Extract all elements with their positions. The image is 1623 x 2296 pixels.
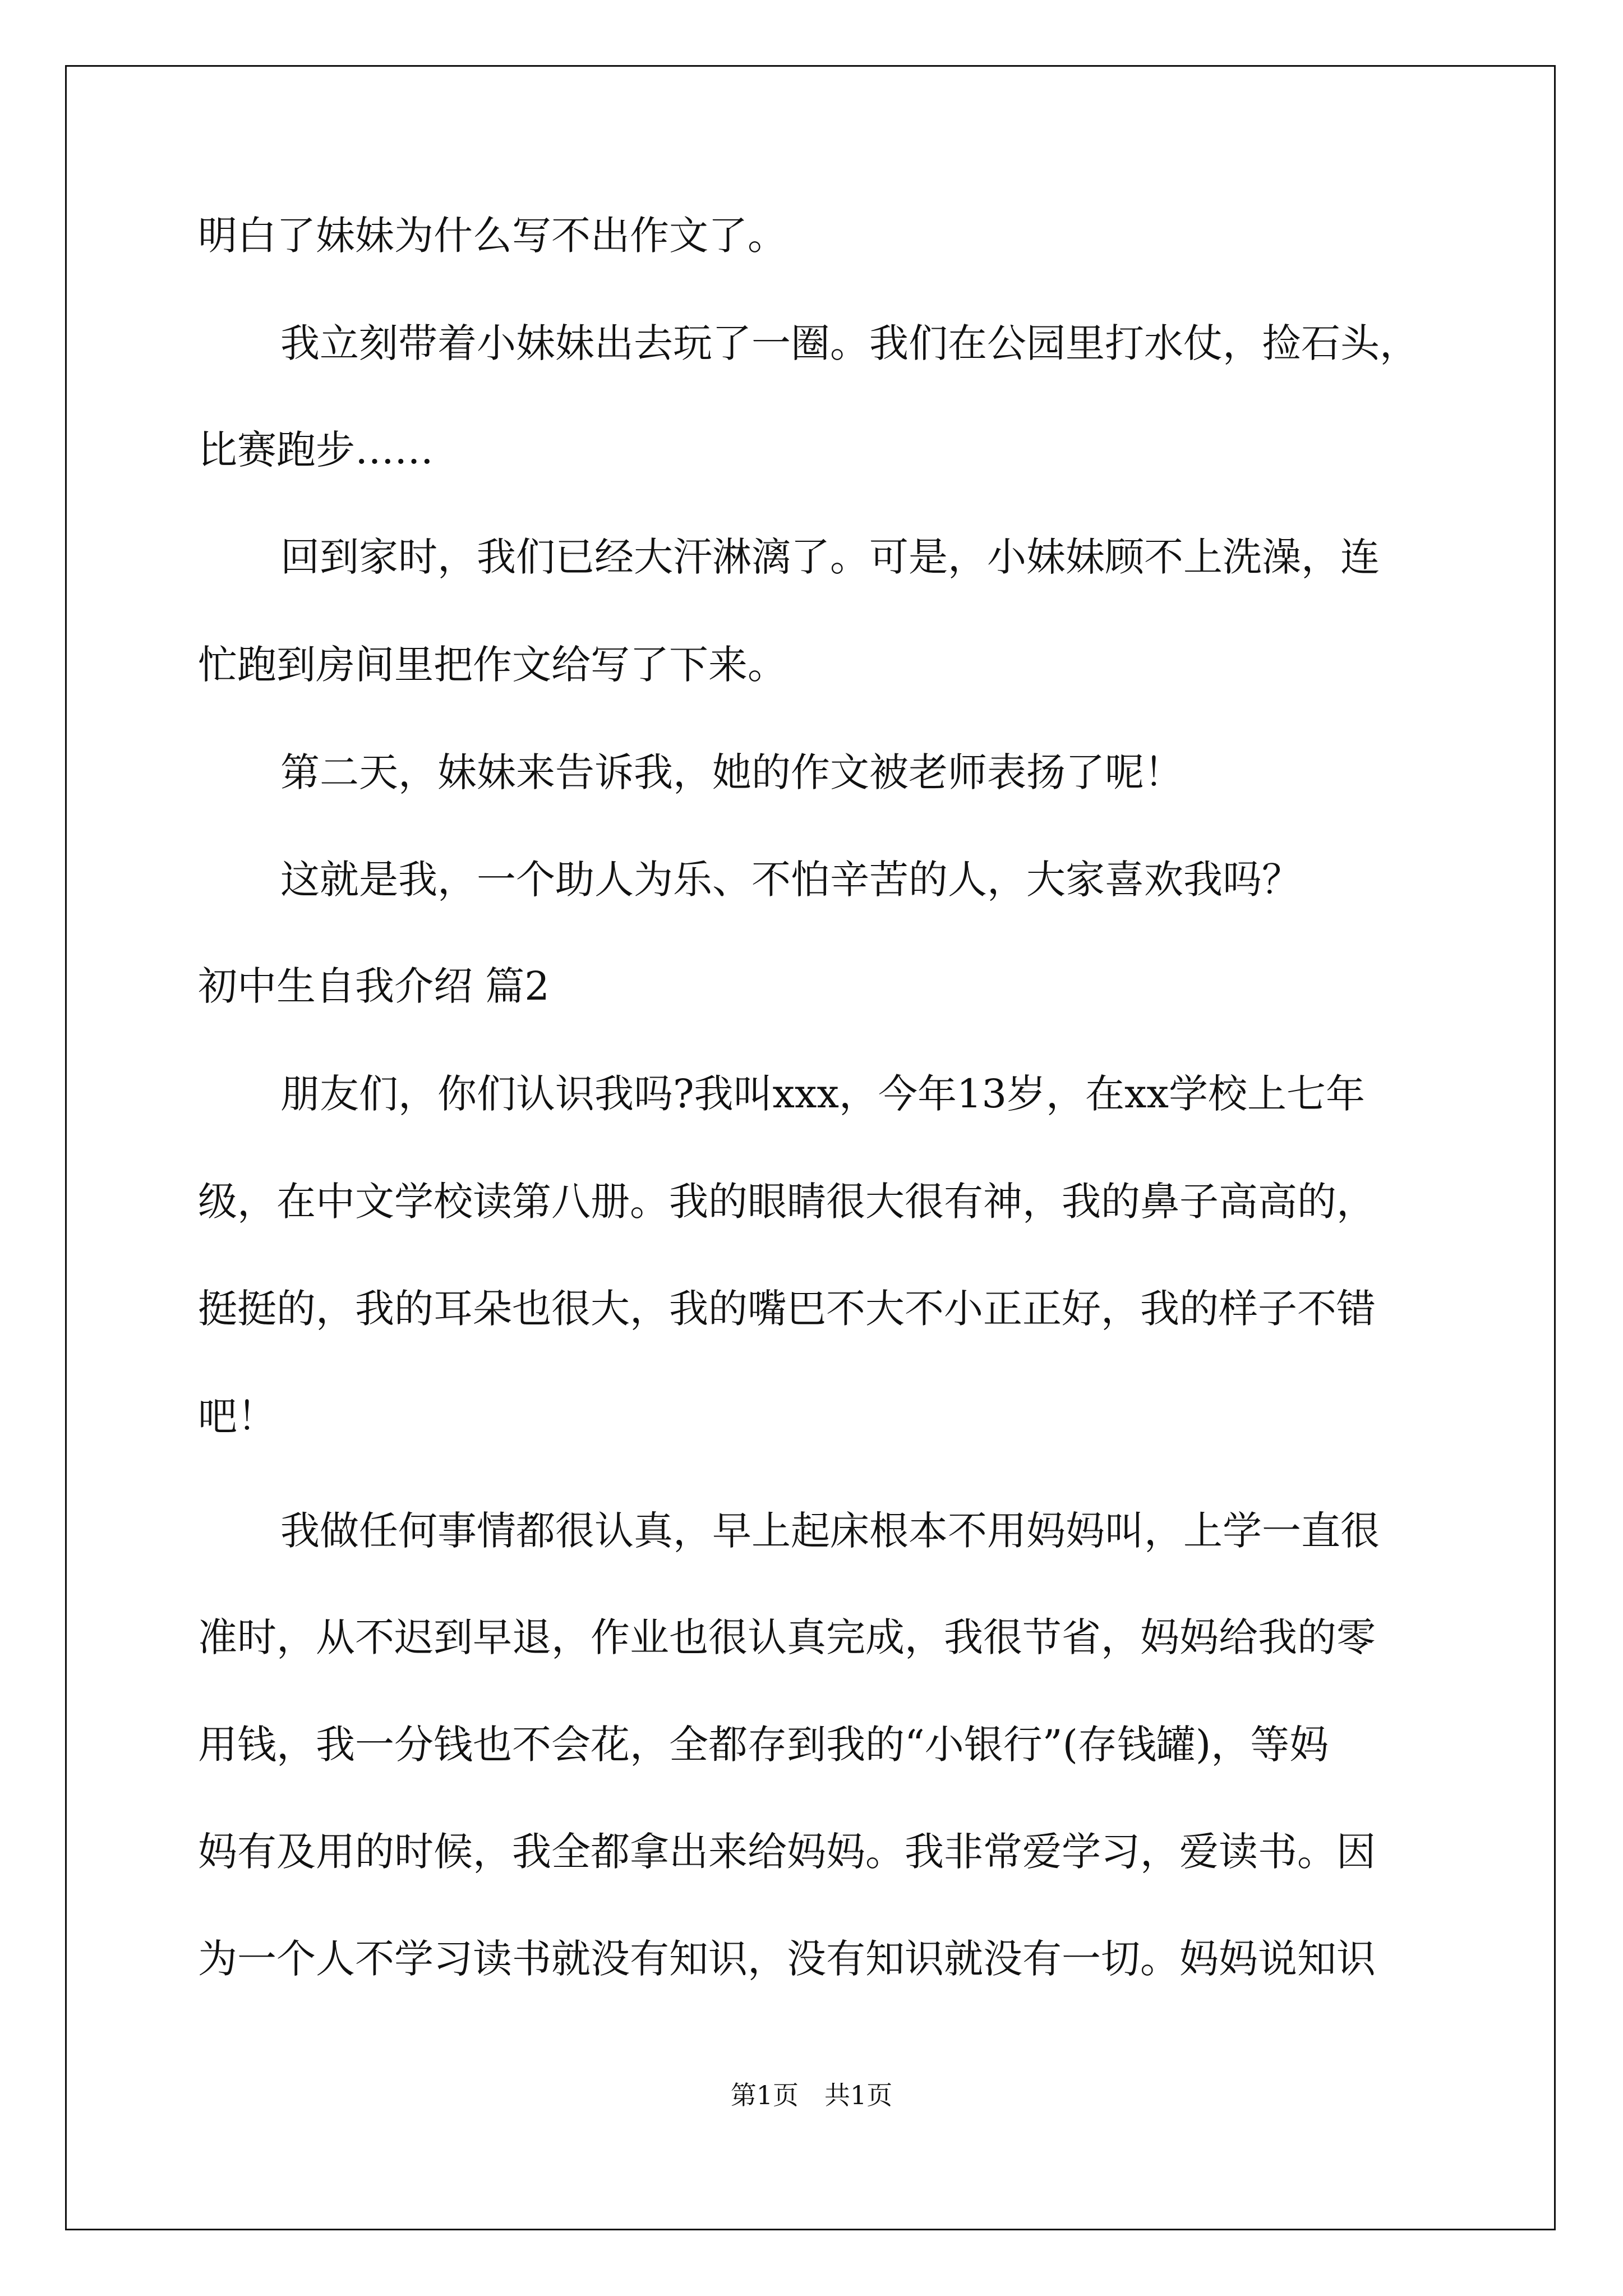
text-line: 挺挺的，我的耳朵也很大，我的嘴巴不大不小正正好，我的样子不错 [198, 1286, 1376, 1332]
text-line: 为一个人不学习读书就没有知识，没有知识就没有一切。妈妈说知识 [198, 1936, 1376, 1982]
page-border [65, 65, 1556, 2230]
text-line: 级，在中文学校读第八册。我的眼睛很大很有神，我的鼻子高高的， [198, 1179, 1376, 1225]
paragraph-start-line: 朋友们，你们认识我吗?我叫xxx，今年13岁，在xx学校上七年 [280, 1071, 1365, 1117]
text-line: 吧！ [198, 1393, 276, 1439]
text-line: 准时，从不迟到早退，作业也很认真完成，我很节省，妈妈给我的零 [198, 1614, 1376, 1660]
paragraph-start-line: 第二天，妹妹来告诉我，她的作文被老师表扬了呢！ [280, 749, 1183, 795]
text-line: 妈有及用的时候，我全都拿出来给妈妈。我非常爱学习，爱读书。因 [198, 1829, 1376, 1875]
text-line: 比赛跑步…… [198, 427, 434, 473]
paragraph-start-line: 这就是我，一个助人为乐、不怕辛苦的人，大家喜欢我吗？ [280, 857, 1301, 903]
text-line: 用钱，我一分钱也不会花，全都存到我的“小银行”(存钱罐)，等妈 [198, 1722, 1329, 1768]
text-line: 明白了妹妹为什么写不出作文了。 [198, 213, 787, 259]
page-number-footer: 第1页 共1页 [730, 2080, 893, 2110]
paragraph-start-line: 我立刻带着小妹妹出去玩了一圈。我们在公园里打水仗，捡石头， [280, 320, 1419, 366]
text-line: 忙跑到房间里把作文给写了下来。 [198, 642, 787, 688]
paragraph-start-line: 回到家时，我们已经大汗淋漓了。可是，小妹妹顾不上洗澡，连 [280, 534, 1380, 580]
paragraph-start-line: 我做任何事情都很认真，早上起床根本不用妈妈叫，上学一直很 [280, 1508, 1380, 1554]
section-heading: 初中生自我介绍 篇2 [198, 963, 550, 1009]
